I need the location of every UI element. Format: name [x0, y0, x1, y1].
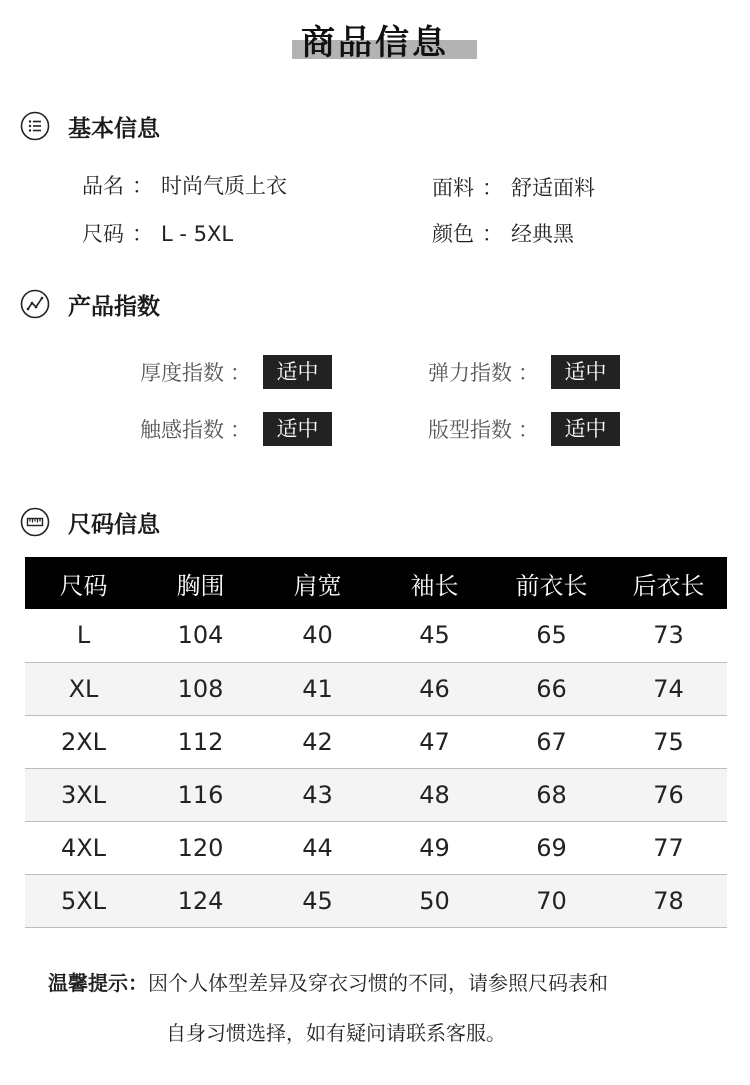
- table-cell: 104: [142, 609, 259, 662]
- info-item-name: [82, 170, 287, 200]
- info-label: 尺码: [82, 222, 124, 246]
- table-row: [25, 768, 727, 821]
- table-cell: 50: [376, 874, 493, 927]
- table-row: [25, 715, 727, 768]
- section-header-product-index: [20, 288, 160, 320]
- info-colon: ：: [482, 176, 503, 200]
- ruler-icon: [20, 507, 50, 537]
- tip-line-2: 自身习惯选择，如有疑问请联系客服。: [166, 1021, 506, 1045]
- table-cell: 46: [376, 662, 493, 715]
- page-header: [0, 0, 750, 70]
- index-label: 厚度指数: [140, 361, 224, 385]
- info-colon: ：: [482, 222, 503, 246]
- table-cell: 47: [376, 715, 493, 768]
- index-colon: ：: [518, 418, 539, 442]
- tip-text: 因个人体型差异及穿衣习惯的不同，请参照尺码表和: [148, 971, 608, 995]
- section-title: 基本信息: [68, 115, 160, 142]
- table-cell: 5XL: [25, 874, 142, 927]
- list-icon: [20, 111, 50, 141]
- section-header-basic-info: [20, 110, 160, 142]
- table-cell: 4XL: [25, 821, 142, 874]
- table-cell: 73: [610, 609, 727, 662]
- info-colon: ：: [132, 222, 153, 246]
- table-row: [25, 821, 727, 874]
- info-label: 颜色: [432, 222, 474, 246]
- trend-chart-icon: [20, 289, 50, 319]
- table-cell: XL: [25, 662, 142, 715]
- table-cell: 3XL: [25, 768, 142, 821]
- info-value: 时尚气质上衣: [161, 174, 287, 198]
- table-cell: 45: [376, 609, 493, 662]
- index-label: 触感指数: [140, 418, 224, 442]
- size-table: [25, 557, 727, 928]
- tip-line-1: [48, 958, 728, 1008]
- section-title: 尺码信息: [68, 511, 160, 538]
- table-row: [25, 609, 727, 662]
- page-title: 商品信息: [301, 23, 449, 63]
- index-item-touch: [140, 412, 332, 446]
- column-header: 袖长: [376, 557, 493, 609]
- table-row: [25, 874, 727, 927]
- index-value-badge: 适中: [551, 355, 620, 389]
- info-value: 经典黑: [511, 222, 574, 246]
- table-cell: 2XL: [25, 715, 142, 768]
- table-cell: 42: [259, 715, 376, 768]
- table-cell: 69: [493, 821, 610, 874]
- column-header: 尺码: [25, 557, 142, 609]
- index-item-elasticity: [428, 355, 620, 389]
- table-cell: 67: [493, 715, 610, 768]
- table-cell: 120: [142, 821, 259, 874]
- index-colon: ：: [230, 361, 251, 385]
- table-cell: 44: [259, 821, 376, 874]
- info-item-size: [82, 218, 233, 248]
- table-cell: 78: [610, 874, 727, 927]
- info-item-color: [432, 218, 574, 248]
- table-cell: L: [25, 609, 142, 662]
- warm-tip: [48, 958, 728, 1058]
- info-value: 舒适面料: [511, 176, 595, 200]
- index-label: 版型指数: [428, 418, 512, 442]
- column-header: 肩宽: [259, 557, 376, 609]
- info-colon: ：: [132, 174, 153, 198]
- table-cell: 124: [142, 874, 259, 927]
- table-cell: 66: [493, 662, 610, 715]
- info-label: 面料: [432, 176, 474, 200]
- table-cell: 75: [610, 715, 727, 768]
- column-header: 后衣长: [610, 557, 727, 609]
- table-cell: 112: [142, 715, 259, 768]
- index-value-badge: 适中: [551, 412, 620, 446]
- table-cell: 65: [493, 609, 610, 662]
- table-cell: 48: [376, 768, 493, 821]
- table-cell: 108: [142, 662, 259, 715]
- column-header: 胸围: [142, 557, 259, 609]
- section-title: 产品指数: [68, 293, 160, 320]
- table-cell: 43: [259, 768, 376, 821]
- table-cell: 45: [259, 874, 376, 927]
- info-label: 品名: [82, 174, 124, 198]
- table-cell: 70: [493, 874, 610, 927]
- index-item-fit: [428, 412, 620, 446]
- info-value: L - 5XL: [161, 222, 234, 246]
- table-cell: 74: [610, 662, 727, 715]
- table-cell: 40: [259, 609, 376, 662]
- table-header-row: [25, 557, 727, 609]
- info-item-fabric: [432, 172, 595, 202]
- index-label: 弹力指数: [428, 361, 512, 385]
- table-cell: 77: [610, 821, 727, 874]
- table-cell: 116: [142, 768, 259, 821]
- index-colon: ：: [518, 361, 539, 385]
- index-item-thickness: [140, 355, 332, 389]
- index-value-badge: 适中: [263, 355, 332, 389]
- table-row: [25, 662, 727, 715]
- table-cell: 76: [610, 768, 727, 821]
- table-cell: 41: [259, 662, 376, 715]
- tip-label: 温馨提示：: [48, 971, 148, 995]
- index-value-badge: 适中: [263, 412, 332, 446]
- column-header: 前衣长: [493, 557, 610, 609]
- section-header-size-info: [20, 506, 160, 538]
- index-colon: ：: [230, 418, 251, 442]
- table-cell: 68: [493, 768, 610, 821]
- table-cell: 49: [376, 821, 493, 874]
